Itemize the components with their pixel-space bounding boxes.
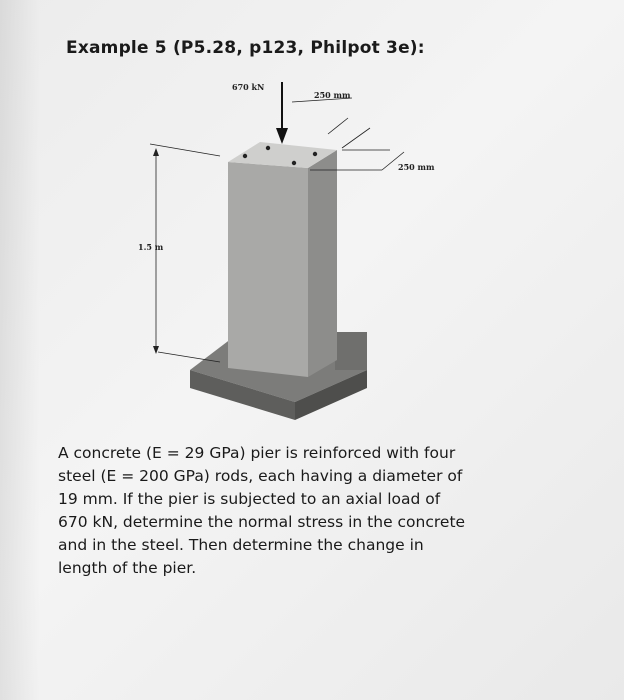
dim-height-ext-top (150, 144, 220, 156)
rod-3 (313, 152, 317, 156)
problem-line-5: and in the steel. Then determine the change in (58, 536, 424, 554)
page-shadow (0, 0, 40, 700)
dim-top-line (328, 118, 348, 134)
dim-height-arrow-bot (153, 346, 159, 354)
problem-statement (58, 442, 548, 580)
load-label: 670 kN (232, 82, 265, 92)
problem-line-4: 670 kN, determine the normal stress in the concrete (58, 513, 466, 531)
problem-line-1: A concrete (E = 29 GPa) pier is reinforced with four (58, 444, 456, 462)
height-label: 1.5 m (138, 242, 164, 252)
dim-top-ext (342, 128, 370, 148)
rod-2 (266, 146, 270, 150)
problem-line-6: length of the pier. (58, 559, 197, 577)
width-label-top: 250 mm (314, 90, 351, 100)
problem-line-3: 19 mm. If the pier is subjected to an axial load of (58, 490, 441, 508)
base-top-face-right (335, 332, 367, 370)
pier-figure (120, 70, 480, 430)
pier-diagram (120, 70, 480, 430)
pier-front-face (228, 162, 308, 377)
example-title: Example 5 (P5.28, p123, Philpot 3e): (66, 38, 425, 58)
problem-line-2: steel (E = 200 GPa) rods, each having a diameter of (58, 467, 463, 485)
pier-side-face (308, 150, 337, 377)
rod-1 (243, 154, 247, 158)
width-label-side: 250 mm (398, 162, 435, 172)
load-arrow-head (276, 128, 288, 144)
dim-height-arrow-top (153, 148, 159, 156)
rod-4 (292, 161, 296, 165)
